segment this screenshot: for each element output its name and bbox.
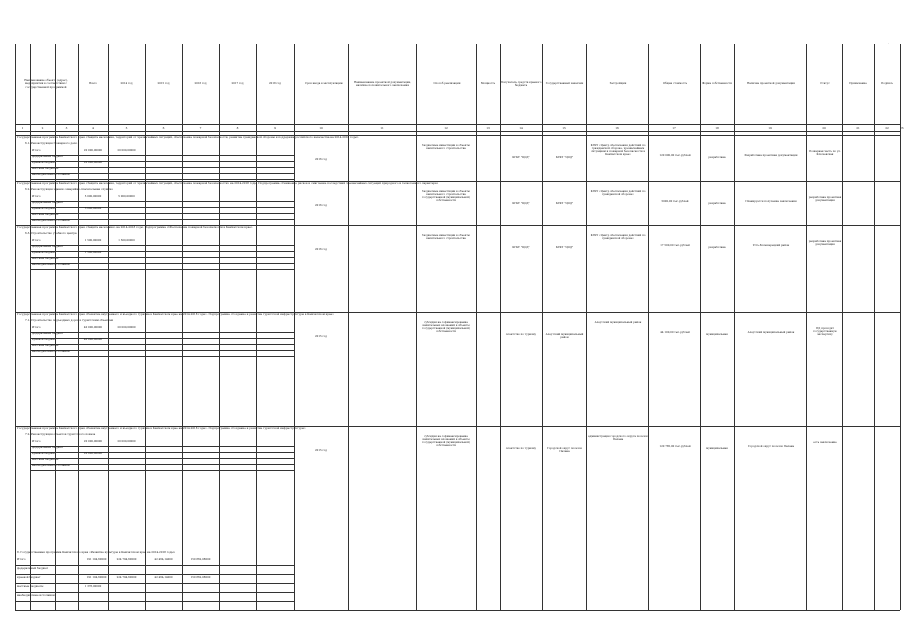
column-line	[734, 44, 735, 610]
header-2017: 2017 год	[231, 82, 244, 86]
header-sign: Подпись	[881, 82, 893, 86]
row-label: федеральный бюджет	[32, 446, 64, 449]
builder: КГКУ «Центр обеспечения действий по гражданской обороне»	[590, 190, 646, 197]
ownership: муниципальная	[706, 447, 728, 450]
builder: КГКУ «Центр обеспечения действий по гражданской обороне, чрезвычайным ситуациям и пожарной безопасности в Камчатском крае»	[590, 144, 646, 157]
section-title: Государственная программа Камчатского края «Защита населения» на 2014-2018 годы. Подпрограмма «Обеспечение пожарной безопасности в Камчатском крае»	[17, 226, 253, 229]
row-label: Итого	[32, 239, 41, 242]
header-builder: Застройщик	[609, 82, 627, 86]
bottom-row-label: Итого	[17, 558, 26, 561]
section-title: Государственная программа Камчатского края «Защита населения, территорий от чрезвычайных ситуаций, обеспечение пожарной безопасности» на 2014-2018 годы. Подпрограмма «Снижение рисков и смягчение последствий чрезвычайных ситуаций природного и техногенного характера»	[17, 182, 439, 185]
bottom-row-label: местные бюджеты	[17, 585, 44, 588]
column-line	[30, 44, 31, 610]
year-value: 20 000,00000	[117, 326, 136, 329]
header-capacity: Мощность	[480, 82, 496, 86]
deadline: 2016 год	[315, 204, 327, 207]
customer: КГКУ "ЦОД"	[555, 246, 574, 249]
bottom-regional-value: 224 794,60000	[116, 576, 137, 579]
design-note: Разработана проектная документация	[744, 154, 798, 157]
row-label: Итого	[32, 149, 41, 152]
column-line	[842, 44, 843, 610]
column-line	[648, 44, 649, 610]
header-bottom-line	[15, 124, 900, 125]
row-label: Итого	[32, 440, 41, 443]
header-recipient: Получатель средств краевого бюджета	[500, 80, 542, 87]
column-line	[806, 44, 807, 610]
document-page: . Наименование объекта (адрес), мероприятия в соответствии с государственной программой Всего 2014 год 2015 год 2016 год 2017 год 2018 год Срок ввода в эксплуатацию Наименование проектной документации, наличие положительного заключения Способ реализации Мощность Получатель средств краевого бюджета Государственный заказчик Застройщик Общая стоимость Форма собственности Наличие проектной документации Статус Примечание Подпись 1 2 3 4 5 6 7 8 9 10 11 12 13 14 15 16 17 18 19 20 21 22 23 Государственная программа Камчатского края «Защита населения, территорий от чрезвычайных ситуаций, обеспечение пожарной безопасности, развитие гражданской обороны и поддержка российского казачества на 2014-2018 годы» 6.1. Реконструкция Пожарного депо Итого федеральный бюджет краевой бюджет местные бюджеты внебюджетные источники 20 000,00000 20 000,00000 20 000,00000 2016 год бюджетные инвестиции в объекты капитального строительства КГКУ "ЦОД" КГКУ "ЦОД" КГКУ «Центр обеспечения действий по гражданской обороне, чрезвычайным ситуациям и пожарной безопасности в Камчатском крае» 120 000,00 тыс.рублей разработана Разработана проектная документация Пожарная часть по ул. Ключевская Государственная программа Камчатского края «Защита населения, территорий от чрезвычайных ситуаций, обеспечение пожарной безопасности» на 2014-2018 годы. Подпрограмма «Снижение рисков и смягчение последствий чрезвычайных ситуаций природного и техногенного характера» 6.2. Реконструкция здания «Аварийно-спасательная служба» Итого федеральный бюджет краевой бюджет местные бюджеты внебюджетные источники 5 000,00000 5 000,00000 5 000,00000 2016 год бюджетные инвестиции в объекты капитального строительства государственной (муниципальной) собственности КГКУ "ЦОД" КГКУ "ЦОД" КГКУ «Центр обеспечения действий по гражданской обороне» 5000,00 тыс.рублей разработана Планируется получение заключения разработана проектная документация Государственная программа Камчатского края «Защита населения» на 2014-2018 годы. Подпрограмма «Обеспечение пожарной безопасности в Камчатском крае» 6.3. Строительство учебного центра Итого федеральный бюджет краевой бюджет местные бюджеты внебюджетные источники 1 500,00000 1 500,00000 1 500,00000 2016 год бюджетные инвестиции в объекты капитального строительства КГКУ "ЦОД" КГКУ "ЦОД" КГКУ «Центр обеспечения действий по гражданской обороне» 17 500,00 тыс.рублей разработана Усть-Большерецкий район разработана проектная документация Государственная программа Камчатского края «Развитие внутреннего и въездного туризма в Камчатском крае на 2014-2018 годы». Подпрограмма «Создание и развитие туристской инфраструктуры в Камчатском крае» 7.1. Строительство подъездных дорог к туристским объектам Итого федеральный бюджет краевой бюджет местные бюджеты внебюджетные источники 40 000,00000 20 000,00000 40 000,00000 2015 год субсидии на софинансирование капитальных вложений в объекты государственной (муниципальной) собственности Агентство по туризму Алеутский муниципальный район Алеутский муниципальный район 44 100,00 тыс.рублей муниципальная Алеутский муниципальный район ПД проходит государственную экспертизу Государственная программа Камчатского края «Развитие внутреннего и въездного туризма в Камчатском крае на 2014-2018 годы». Подпрограмма «Создание и развитие туристской инфраструктуры» 7.2. Реконструкция объектов туристского показа Итого федеральный бюджет краевой бюджет местные бюджеты внебюджетные источники 20 000,00000 20 000,00000 20 000,00000 2015 год субсидии на софинансирование капитальных вложений в объекты государственной (муниципальной) собственности Агентство по туризму Городской округ поселок Палана администрация городского округа поселок Палана 120 785,00 тыс.рублей муниципальная Городской округ поселок Палана есть заключение 8. Государственная программа Камчатского края «Развитие культуры в Камчатском крае на 2014-2018 годы» Итого федеральный бюджет краевой бюджет местные бюджеты внебюджетные источники 191 104,60000 224 794,60000 42 464,14000 150 862,08000 191 104,60000 224 794,60000 42 464,14000 150 862,08000 1 376,00000	[0, 0, 905, 640]
header-2014: 2014 год	[120, 82, 133, 86]
design-note: Планируется получение заключения	[745, 200, 797, 203]
row-label: местные бюджеты	[32, 344, 59, 347]
column-line	[874, 44, 875, 610]
row-line	[30, 356, 295, 357]
method: бюджетные инвестиции в объекты капитального строительства	[422, 234, 470, 241]
recipient: Агентство по туризму	[505, 447, 537, 450]
status-note: разработана проектная документация	[808, 240, 842, 247]
design-note: Городской округ поселок Палана	[747, 445, 795, 448]
row-label: федеральный бюджет	[32, 201, 64, 204]
method: бюджетные инвестиции в объекты капитального строительства	[422, 144, 470, 151]
row-line	[30, 470, 295, 471]
section-line	[15, 426, 900, 427]
section-item: 6.3. Строительство учебного центра	[25, 232, 77, 235]
deadline: 2015 год	[315, 449, 327, 452]
column-number: 8	[236, 126, 239, 130]
deadline: 2015 год	[315, 335, 327, 338]
row-label: краевой бюджет	[32, 207, 56, 210]
row-label: внебюджетные источники	[32, 219, 70, 222]
regional-value: 5 000,00000	[84, 207, 102, 210]
recipient: КГКУ "ЦОД"	[512, 156, 530, 159]
header-design: Наличие проектной документации	[746, 82, 796, 86]
page-mark: .	[888, 42, 889, 45]
header-customer: Государственный заказчик	[545, 82, 584, 86]
row-line	[30, 179, 295, 180]
header-docs: Наименование проектной документации, наличие положительного заключения	[353, 80, 412, 87]
section-line	[15, 225, 900, 226]
deadline: 2016 год	[315, 158, 327, 161]
regional-value: 20 000,00000	[83, 161, 103, 164]
column-line	[145, 44, 146, 610]
column-number: 22	[885, 126, 889, 130]
status-note: есть заключение	[813, 441, 837, 444]
row-label: внебюджетные источники	[32, 350, 70, 353]
column-line	[219, 44, 220, 610]
bottom-total-value: 42 464,14000	[154, 558, 173, 561]
column-number: 2	[41, 126, 44, 130]
year-value: 1 500,00000	[118, 239, 135, 242]
bottom-regional-value: 42 464,14000	[154, 576, 173, 579]
bottom-row-line	[15, 565, 295, 566]
builder: администрация городского округа поселок Палана	[588, 435, 648, 442]
design-note: Алеутский муниципальный район	[747, 331, 795, 334]
column-number: 12	[444, 126, 448, 130]
cost: 44 100,00 тыс.рублей	[660, 331, 690, 334]
row-label: краевой бюджет	[32, 161, 56, 164]
recipient: Агентство по туризму	[505, 333, 537, 336]
bottom-section-title: 8. Государственная программа Камчатского края «Развитие культуры в Камчатском крае на 2014-2018 годы»	[17, 551, 176, 554]
bottom-row-label: федеральный бюджет	[17, 567, 49, 570]
design-note: Усть-Большерецкий район	[752, 244, 790, 247]
bottom-row-line	[15, 601, 295, 602]
row-label: внебюджетные источники	[32, 464, 70, 467]
column-line	[542, 44, 543, 610]
header-method: Способ реализации	[433, 82, 461, 86]
method: бюджетные инвестиции в объекты капитального строительства государственной (муниципальной) собственности	[422, 190, 470, 203]
row-label: Итого	[32, 195, 41, 198]
column-number: 6	[162, 126, 165, 130]
regional-value: 20 000,00000	[83, 452, 103, 455]
cost: 17 500,00 тыс.рублей	[660, 244, 690, 247]
recipient: КГКУ "ЦОД"	[512, 202, 530, 205]
section-title: Государственная программа Камчатского края «Развитие внутреннего и въездного туризма в Камчатском крае на 2014-2018 годы». Подпрограмма «Создание и развитие туристской инфраструктуры в Камчатском крае»	[17, 313, 334, 316]
header-2018: 2018 год	[269, 82, 281, 86]
header-2016: 2016 год	[194, 82, 207, 86]
builder: Алеутский муниципальный район	[594, 321, 642, 324]
column-line	[900, 44, 901, 610]
row-line	[30, 269, 295, 270]
column-number: 4	[92, 126, 94, 130]
customer: КГКУ "ЦОД"	[555, 156, 574, 159]
bottom-row-line	[15, 583, 295, 584]
bottom-row-line	[15, 574, 295, 575]
ownership: разработана	[708, 156, 726, 159]
column-line	[586, 44, 587, 610]
cost: 120 000,00 тыс.рублей	[659, 154, 691, 157]
bottom-row-label: внебюджетные источники	[17, 594, 55, 597]
row-label: местные бюджеты	[32, 213, 59, 216]
column-number: 15	[562, 126, 566, 130]
header-term: Срок ввода в эксплуатацию	[305, 82, 343, 86]
customer: КГКУ "ЦОД"	[555, 202, 574, 205]
bottom-regional-value: 150 862,08000	[190, 576, 211, 579]
header-ownership: Форма собственности	[702, 82, 732, 86]
section-item: 7.2. Реконструкция объектов туристского показа	[25, 433, 96, 436]
column-number: 17	[672, 126, 676, 130]
row-label: местные бюджеты	[32, 458, 59, 461]
column-number: 1	[21, 126, 24, 130]
column-number: 19	[768, 126, 772, 130]
total-value: 40 000,00000	[83, 326, 103, 329]
ownership: муниципальная	[706, 333, 728, 336]
bottom-regional-value: 191 104,60000	[86, 576, 107, 579]
column-number: 10	[319, 126, 323, 130]
cost: 5000,00 тыс.рублей	[661, 200, 689, 203]
regional-value: 40 000,00000	[83, 338, 103, 341]
column-line	[416, 44, 417, 610]
year-value: 20 000,00000	[117, 440, 136, 443]
column-number: 5	[125, 126, 128, 130]
column-number: 11	[380, 126, 384, 130]
section-item: 6.1. Реконструкция Пожарного депо	[25, 142, 78, 145]
bottom-local-value: 1 376,00000	[84, 585, 102, 588]
builder: КГКУ «Центр обеспечения действий по гражданской обороне»	[590, 234, 646, 241]
deadline: 2016 год	[315, 248, 327, 251]
column-line	[476, 44, 477, 610]
column-line	[500, 44, 501, 610]
year-value: 20 000,00000	[117, 149, 136, 152]
column-number: 14	[519, 126, 523, 130]
ownership: разработана	[708, 246, 726, 249]
row-label: внебюджетные источники	[32, 173, 70, 176]
row-label: краевой бюджет	[32, 338, 56, 341]
method: субсидии на софинансирование капитальных вложений в объекты государственной (муниципальной) собственности	[422, 321, 470, 334]
year-value: 5 000,00000	[118, 195, 135, 198]
section-line	[15, 135, 900, 136]
column-number: 18	[715, 126, 719, 130]
column-number: 3	[65, 126, 68, 130]
table-bottom-line	[15, 610, 900, 611]
header-status: Статус	[820, 82, 830, 86]
total-value: 1 500,00000	[84, 239, 102, 242]
bottom-total-value: 224 794,60000	[116, 558, 137, 561]
column-number: 16	[615, 126, 619, 130]
bottom-total-value: 150 862,08000	[190, 558, 211, 561]
row-label: внебюджетные источники	[32, 263, 70, 266]
method: субсидии на софинансирование капитальных вложений в объекты государственной (муниципальной) собственности	[422, 435, 470, 448]
section-title: Государственная программа Камчатского края «Защита населения, территорий от чрезвычайных ситуаций, обеспечение пожарной безопасности, развитие гражданской обороны и поддержка российского казачества на 2014-2018 годы»	[17, 136, 359, 139]
header-note: Примечание	[849, 82, 867, 86]
total-value: 5 000,00000	[84, 195, 102, 198]
total-value: 20 000,00000	[83, 440, 103, 443]
row-label: Итого	[32, 326, 41, 329]
column-number: 20	[822, 126, 826, 130]
column-number: 9	[274, 126, 276, 130]
column-number: 7	[199, 126, 202, 130]
column-line	[15, 44, 16, 610]
row-label: местные бюджеты	[32, 167, 59, 170]
row-label: федеральный бюджет	[32, 245, 64, 248]
status-note: ПД проходит государственную экспертизу	[813, 327, 837, 337]
header-total: Всего	[89, 82, 97, 86]
recipient: КГКУ "ЦОД"	[512, 246, 530, 249]
bottom-row-line	[15, 592, 295, 593]
section-item: 7.1. Строительство подъездных дорог к туристским объектам	[25, 319, 113, 322]
row-label: федеральный бюджет	[32, 155, 64, 158]
column-line	[182, 44, 183, 610]
column-number: 21	[856, 126, 860, 130]
section-item: 6.2. Реконструкция здания «Аварийно-спасательная служба»	[25, 188, 114, 191]
bottom-row-label: краевой бюджет	[17, 576, 41, 579]
column-line	[348, 44, 349, 610]
section-line	[15, 312, 900, 313]
row-label: федеральный бюджет	[32, 332, 64, 335]
row-label: местные бюджеты	[32, 257, 59, 260]
customer: Алеутский муниципальный район	[545, 333, 584, 340]
customer: Городской округ поселок Палана	[547, 447, 582, 454]
status-note: разработана проектная документация	[808, 196, 842, 203]
status-note: Пожарная часть по ул. Ключевская	[809, 150, 841, 157]
column-line	[294, 44, 295, 610]
row-label: краевой бюджет	[32, 452, 56, 455]
number-row-line	[15, 131, 900, 132]
ownership: разработана	[708, 202, 726, 205]
cost: 120 785,00 тыс.рублей	[659, 445, 691, 448]
column-line	[256, 44, 257, 610]
header-name: Наименование объекта (адрес), мероприятия в соответствии с государственной программой	[24, 79, 68, 89]
column-number: 13	[486, 126, 490, 130]
header-cost: Общая стоимость	[662, 82, 688, 86]
regional-value: 1 500,00000	[84, 251, 102, 254]
section-line	[15, 181, 900, 182]
header-2015: 2015 год	[157, 82, 170, 86]
column-line	[700, 44, 701, 610]
total-value: 20 000,00000	[83, 149, 103, 152]
section-title: Государственная программа Камчатского края «Развитие внутреннего и въездного туризма в Камчатском крае на 2014-2018 годы». Подпрограмма «Создание и развитие туристской инфраструктуры»	[17, 427, 306, 430]
bottom-total-value: 191 104,60000	[86, 558, 107, 561]
row-label: краевой бюджет	[32, 251, 56, 254]
